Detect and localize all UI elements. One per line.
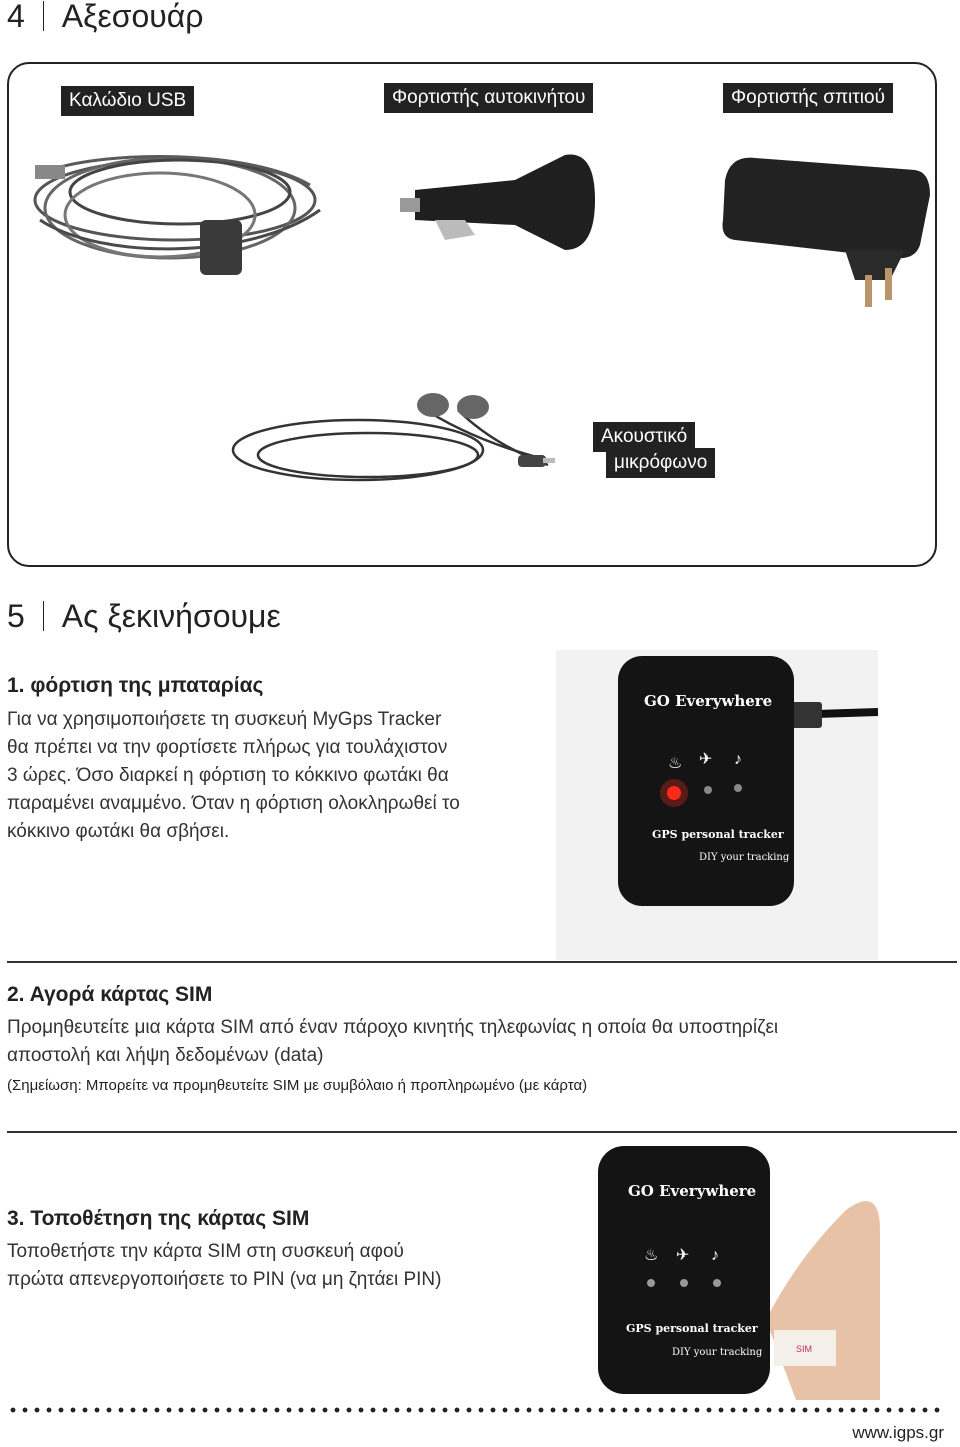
tracker-sim-photo (596, 1140, 880, 1400)
step-3-title: 3. Τοποθέτηση της κάρτας SIM (7, 1207, 310, 1230)
text-line: Για να χρησιμοποιήσετε τη συσκευή MyGps Tracker (7, 709, 442, 730)
headset-label-line2: μικρόφωνο (606, 448, 715, 478)
svg-text:♪: ♪ (734, 751, 742, 768)
section-number: 5 (7, 598, 25, 634)
home-charger-label: Φορτιστής σπιτιού (723, 83, 893, 113)
section-4-heading (7, 0, 203, 35)
step-3-text (7, 1238, 567, 1294)
section-5-heading (7, 598, 281, 635)
section-title: Ας ξεκινήσουμε (61, 598, 281, 634)
device-tagline: GPS personal tracker (626, 1322, 758, 1335)
step-2-note: (Σημείωση: Μπορείτε να προμηθευτείτε SIM με συμβόλαιο ή προπληρωμένο (με κάρτα) (7, 1077, 588, 1094)
device-brand: GO Everywhere (644, 692, 773, 710)
svg-text:♨: ♨ (668, 755, 683, 772)
footer-dotted-rule (7, 1407, 943, 1413)
headset-photo (228, 385, 568, 510)
device-brand: GO Everywhere (628, 1182, 757, 1200)
tracker-charging-photo (556, 650, 878, 960)
headset-label-line1: Ακουστικό (593, 422, 695, 452)
device-slogan: DIY your tracking (699, 852, 790, 863)
heading-divider (43, 601, 44, 631)
text-line: Τοποθετήστε την κάρτα SIM στη συσκευή αφού (7, 1241, 404, 1262)
device-slogan: DIY your tracking (672, 1347, 763, 1358)
usb-cable-photo (20, 130, 330, 290)
step-2-text (7, 1014, 947, 1070)
svg-text:♨: ♨ (644, 1247, 659, 1264)
section-title: Αξεσουάρ (61, 0, 204, 34)
svg-text:♪: ♪ (711, 1247, 719, 1264)
section-number: 4 (7, 0, 25, 34)
text-line: παραμένει αναμμένο. Όταν η φόρτιση ολοκληρωθεί το (7, 793, 460, 814)
text-line: θα πρέπει να την φορτίσετε πλήρως για τουλάχιστον (7, 737, 448, 758)
step-1-title: 1. φόρτιση της μπαταρίας (7, 674, 264, 697)
text-line: 3 ώρες. Όσο διαρκεί η φόρτιση το κόκκινο φωτάκι θα (7, 765, 449, 786)
device-tagline: GPS personal tracker (652, 828, 784, 841)
divider (7, 1131, 957, 1133)
text-line: πρώτα απενεργοποιήσετε το PIN (να μη ζητάει PIN) (7, 1269, 442, 1290)
text-line: αποστολή και λήψη δεδομένων (data) (7, 1045, 324, 1066)
svg-text:SIM: SIM (796, 1344, 813, 1354)
home-charger-photo (715, 150, 935, 315)
step-1-text (7, 706, 547, 846)
usb-cable-label: Καλώδιο USB (61, 86, 194, 116)
svg-text:✈: ✈ (699, 751, 713, 768)
text-line: κόκκινο φωτάκι θα σβήσει. (7, 821, 230, 842)
car-charger-photo (395, 150, 605, 260)
heading-divider (43, 1, 44, 31)
svg-text:✈: ✈ (676, 1247, 690, 1264)
text-line: Προμηθευτείτε μια κάρτα SIM από έναν πάροχο κινητής τηλεφωνίας η οποία θα υποστηρίζει (7, 1017, 779, 1038)
car-charger-label: Φορτιστής αυτοκινήτου (384, 83, 593, 113)
footer-url[interactable]: www.igps.gr (852, 1423, 944, 1442)
step-2-title: 2. Αγορά κάρτας SIM (7, 983, 213, 1006)
divider (7, 961, 957, 963)
